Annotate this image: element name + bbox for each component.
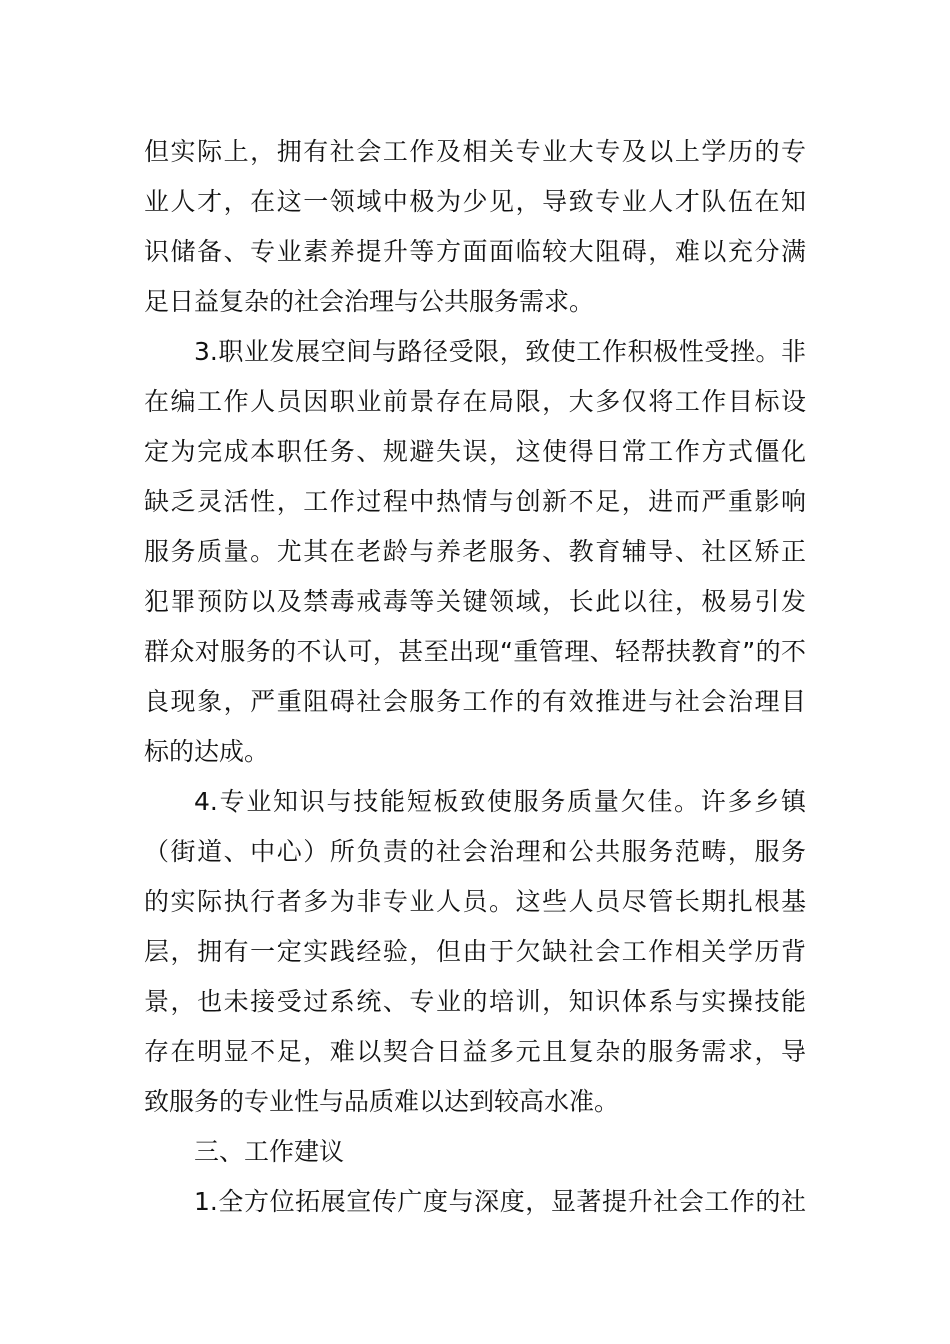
- document-body: [144, 127, 806, 1227]
- text-line: 业人才，在这一领域中极为少见，导致专业人才队伍在知: [144, 187, 806, 216]
- text-line: 足日益复杂的社会治理与公共服务需求。: [144, 287, 595, 316]
- text-line: 1.全方位拓展宣传广度与深度，显著提升社会工作的社: [194, 1187, 806, 1216]
- text-line: 缺乏灵活性，工作过程中热情与创新不足，进而严重影响: [144, 487, 806, 516]
- text-line: 群众对服务的不认可，甚至出现“重管理、轻帮扶教育”的不: [144, 637, 806, 666]
- text-line: 致服务的专业性与品质难以达到较高水准。: [144, 1087, 620, 1116]
- text-line: 景，也未接受过系统、专业的培训，知识体系与实操技能: [144, 987, 806, 1016]
- text-line: 层，拥有一定实践经验，但由于欠缺社会工作相关学历背: [144, 937, 806, 966]
- text-line: 定为完成本职任务、规避失误，这使得日常工作方式僵化: [144, 437, 806, 466]
- text-line: 3.职业发展空间与路径受限，致使工作积极性受挫。非: [194, 337, 806, 366]
- text-line: 三、工作建议: [194, 1137, 345, 1166]
- text-line: 的实际执行者多为非专业人员。这些人员尽管长期扎根基: [144, 887, 806, 916]
- text-line: 标的达成。: [144, 737, 270, 766]
- text-line: 在编工作人员因职业前景存在局限，大多仅将工作目标设: [144, 387, 806, 416]
- text-line: 4.专业知识与技能短板致使服务质量欠佳。许多乡镇: [194, 787, 806, 816]
- text-line: 良现象，严重阻碍社会服务工作的有效推进与社会治理目: [144, 687, 806, 716]
- text-line: 犯罪预防以及禁毒戒毒等关键领域，长此以往，极易引发: [144, 587, 806, 616]
- text-line: 存在明显不足，难以契合日益多元且复杂的服务需求，导: [144, 1037, 806, 1066]
- text-line: 识储备、专业素养提升等方面面临较大阻碍，难以充分满: [144, 237, 806, 266]
- text-line: 但实际上，拥有社会工作及相关专业大专及以上学历的专: [144, 137, 806, 166]
- text-line: （街道、中心）所负责的社会治理和公共服务范畴，服务: [144, 837, 806, 866]
- text-line: 服务质量。尤其在老龄与养老服务、教育辅导、社区矫正: [144, 537, 806, 566]
